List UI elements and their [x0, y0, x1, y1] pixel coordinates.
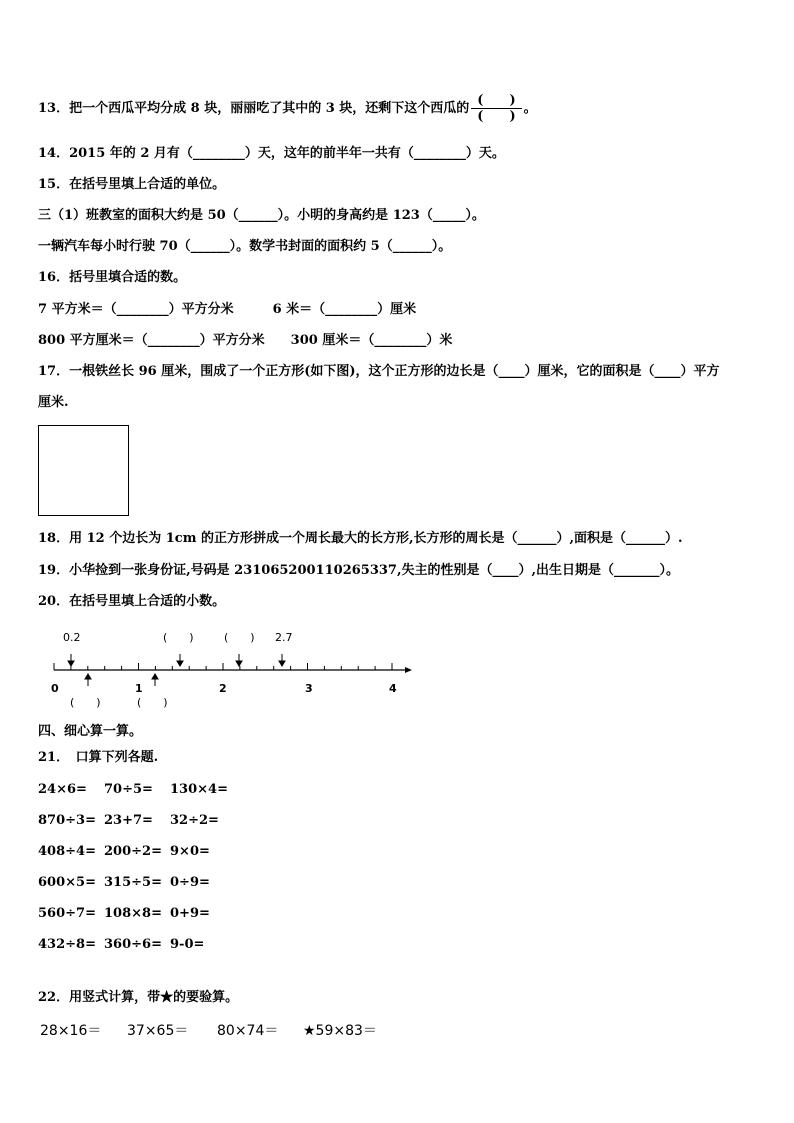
top-label-2: ( ): [224, 631, 255, 644]
fraction-denominator: ( ): [477, 109, 516, 124]
oral-calc-item: 130×4=: [170, 782, 228, 797]
top-label-3: 2.7: [275, 631, 293, 644]
written-calc-2: 37×65＝: [127, 1023, 189, 1039]
question-15-b: 一辆汽车每小时行驶 70（______）。数学书封面的面积约 5（______）。: [38, 239, 452, 254]
axis-arrow: [405, 667, 412, 673]
oral-calc-item: 200÷2=: [104, 844, 162, 859]
oral-calc-item: 108×8=: [104, 906, 162, 921]
arrow-head: [68, 661, 74, 666]
arrow-head: [152, 674, 158, 679]
oral-calc-item: 9-0=: [170, 937, 205, 952]
oral-calc-item: 0÷9=: [170, 875, 210, 890]
question-20: 20．在括号里填上合适的小数。: [38, 594, 226, 609]
question-15: 15．在括号里填上合适的单位。: [38, 177, 226, 192]
oral-calc-item: 32÷2=: [170, 813, 219, 828]
question-17-b: 厘米.: [38, 395, 69, 410]
q13-end: 。: [523, 101, 537, 116]
written-calc-4: ★59×83＝: [303, 1023, 377, 1039]
fraction-numerator: ( ): [471, 93, 521, 109]
square-figure: [38, 425, 129, 516]
question-14: 14．2015 年的 2 月有（________）天，这年的前半年一共有（________）天。: [38, 146, 505, 161]
oral-calc-item: 408÷4=: [38, 844, 96, 859]
oral-calc-item: 870÷3=: [38, 813, 96, 828]
oral-calc-item: 24×6=: [38, 782, 87, 797]
arrow-head: [279, 661, 285, 666]
tick-label-1: 1: [135, 682, 143, 695]
oral-calc-item: 360÷6=: [104, 937, 162, 952]
question-22: 22．用竖式计算，带★的要验算。: [38, 990, 239, 1005]
oral-calc-item: 600×5=: [38, 875, 96, 890]
question-17-a: 17．一根铁丝长 96 厘米，围成了一个正方形(如下图)，这个正方形的边长是（____）厘米，它的面积是（____）平方: [38, 364, 720, 379]
question-15-a: 三（1）班教室的面积大约是 50（______）。小明的身高约是 123（_____）。: [38, 208, 485, 223]
arrow-head: [236, 661, 242, 666]
arrow-head: [85, 674, 91, 679]
bottom-label-1: ( ): [137, 696, 168, 709]
number-line: [38, 628, 418, 710]
oral-calc-item: 9×0=: [170, 844, 210, 859]
oral-calc-item: 560÷7=: [38, 906, 96, 921]
written-calc-1: 28×16＝: [40, 1023, 102, 1039]
oral-calc-item: 23+7=: [104, 813, 153, 828]
section-4-heading: 四、细心算一算。: [38, 724, 143, 739]
q13-text: 13．把一个西瓜平均分成 8 块，丽丽吃了其中的 3 块，还剩下这个西瓜的: [38, 101, 470, 116]
tick-label-3: 3: [305, 682, 313, 695]
question-16: 16．括号里填合适的数。: [38, 270, 187, 285]
question-21: 21． 口算下列各题.: [38, 750, 159, 765]
top-label-0: 0.2: [63, 631, 81, 644]
top-label-1: ( ): [163, 631, 194, 644]
question-18: 18．用 12 个边长为 1cm 的正方形拼成一个周长最大的长方形,长方形的周长是（______）,面积是（______）.: [38, 531, 683, 546]
tick-label-4: 4: [389, 682, 397, 695]
fraction-blank: [471, 93, 521, 124]
question-16-b: 800 平方厘米＝（________）平方分米 300 厘米＝（________）米: [38, 333, 453, 348]
question-19: 19．小华捡到一张身份证,号码是 231065200110265337,失主的性别是（____）,出生日期是（_______）。: [38, 563, 680, 578]
question-16-a: 7 平方米＝（________）平方分米 6 米＝（________）厘米: [38, 302, 417, 317]
written-calc-3: 80×74＝: [217, 1023, 279, 1039]
tick-label-2: 2: [219, 682, 227, 695]
tick-label-0: 0: [51, 682, 59, 695]
oral-calc-item: 70÷5=: [104, 782, 153, 797]
bottom-label-0: ( ): [70, 696, 101, 709]
question-13: [38, 93, 537, 124]
oral-calc-item: 315÷5=: [104, 875, 162, 890]
oral-calc-item: 0+9=: [170, 906, 210, 921]
arrow-head: [177, 661, 183, 666]
oral-calc-item: 432÷8=: [38, 937, 96, 952]
